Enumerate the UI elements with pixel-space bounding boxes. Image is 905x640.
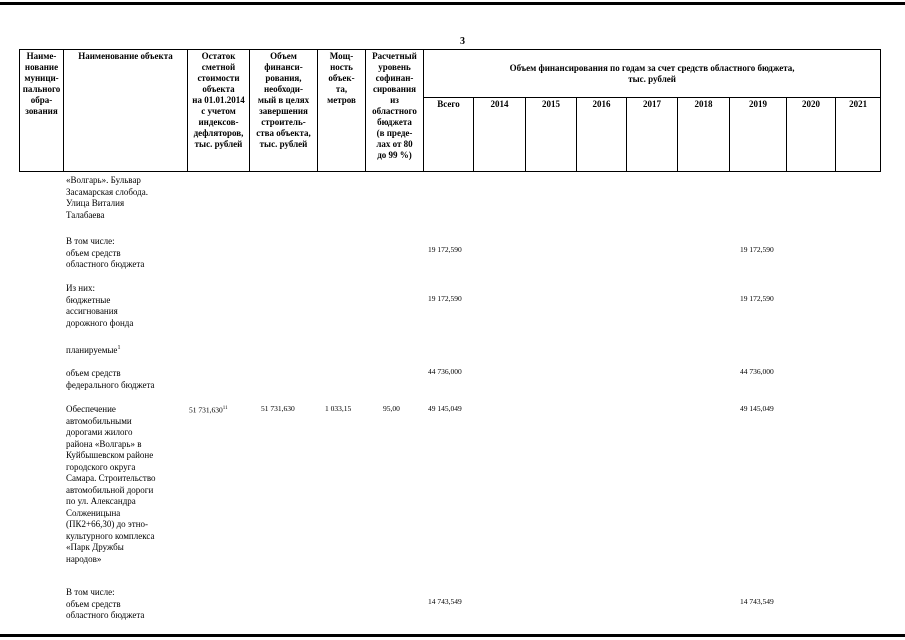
row7-total: 14 743,549: [428, 597, 462, 606]
row2-total: 19 172,590: [428, 245, 462, 254]
header-capacity: Мощ- ность объек- та, метров: [318, 50, 366, 172]
header-year-2021: 2021: [836, 98, 881, 172]
row2-2019: 19 172,590: [740, 245, 774, 254]
row6-object-text: Обеспечение автомобильными дорогами жилого района «Волгарь» в Куйбышевском районе городского округа Самара. Строительство автомобильной дороги по ул. Александра Солженицына (ПК2+66,30) до этно- культурного комплекса «Парк Дружбы народов»: [66, 404, 156, 564]
row6-cofinancing: 95,00: [383, 404, 400, 413]
row6-volume: 51 731,630: [261, 404, 295, 413]
row5-total: 44 736,000: [428, 367, 462, 376]
header-year-total: Всего: [424, 98, 474, 172]
row3-object-text: Из них: бюджетные ассигнования дорожного фонда: [66, 283, 134, 328]
row6-balance-footnote: 11: [222, 406, 228, 411]
header-financing-group: Объем финансирования по годам за счет средств областного бюджета, тыс. рублей: [424, 50, 881, 98]
header-cofinancing: Расчетный уровень софинан- сирования из областного бюджета (в преде- лах от 80 до 99 %): [366, 50, 424, 172]
header-object: Наименование объекта: [64, 50, 188, 172]
row7-object-text: В том числе: объем средств областного бюджета: [66, 587, 145, 620]
bottom-border: [0, 634, 905, 637]
table-header: [19, 49, 881, 172]
row1-object-text: «Волгарь». Бульвар Засамарская слобода. Улица Виталия Талабаева: [66, 175, 148, 220]
row3-2019: 19 172,590: [740, 294, 774, 303]
header-year-2019: 2019: [730, 98, 787, 172]
row6-2019: 49 145,049: [740, 404, 774, 413]
row4-object-text: планируемые$^1$: [66, 345, 121, 355]
row7-2019: 14 743,549: [740, 597, 774, 606]
header-balance: Остаток сметной стоимости объекта на 01.01.2014 с учетом индексов- дефляторов, тыс. рублей: [188, 50, 250, 172]
header-year-2014: 2014: [474, 98, 526, 172]
row5-object-text: объем средств федерального бюджета: [66, 368, 155, 390]
header-volume: Объем финанси- рования, необходи- мый в целях завершения строитель- ства объекта, тыс. рублей: [250, 50, 318, 172]
top-border: [0, 2, 905, 5]
header-year-2017: 2017: [627, 98, 678, 172]
header-year-2016: 2016: [577, 98, 627, 172]
row6-total: 49 145,049: [428, 404, 462, 413]
header-year-2018: 2018: [678, 98, 730, 172]
header-year-2015: 2015: [526, 98, 577, 172]
row2-object-text: В том числе: объем средств областного бюджета: [66, 236, 145, 269]
row6-capacity: 1 033,15: [325, 404, 352, 413]
row3-total: 19 172,590: [428, 294, 462, 303]
row6-balance: 51 731,630$^{11}$: [189, 405, 228, 415]
row5-2019: 44 736,000: [740, 367, 774, 376]
header-municipality: Наиме- нование муници- пального обра- зования: [20, 50, 64, 172]
page-number: 3: [460, 36, 465, 47]
header-year-2020: 2020: [787, 98, 836, 172]
row4-footnote: 1: [117, 345, 121, 351]
